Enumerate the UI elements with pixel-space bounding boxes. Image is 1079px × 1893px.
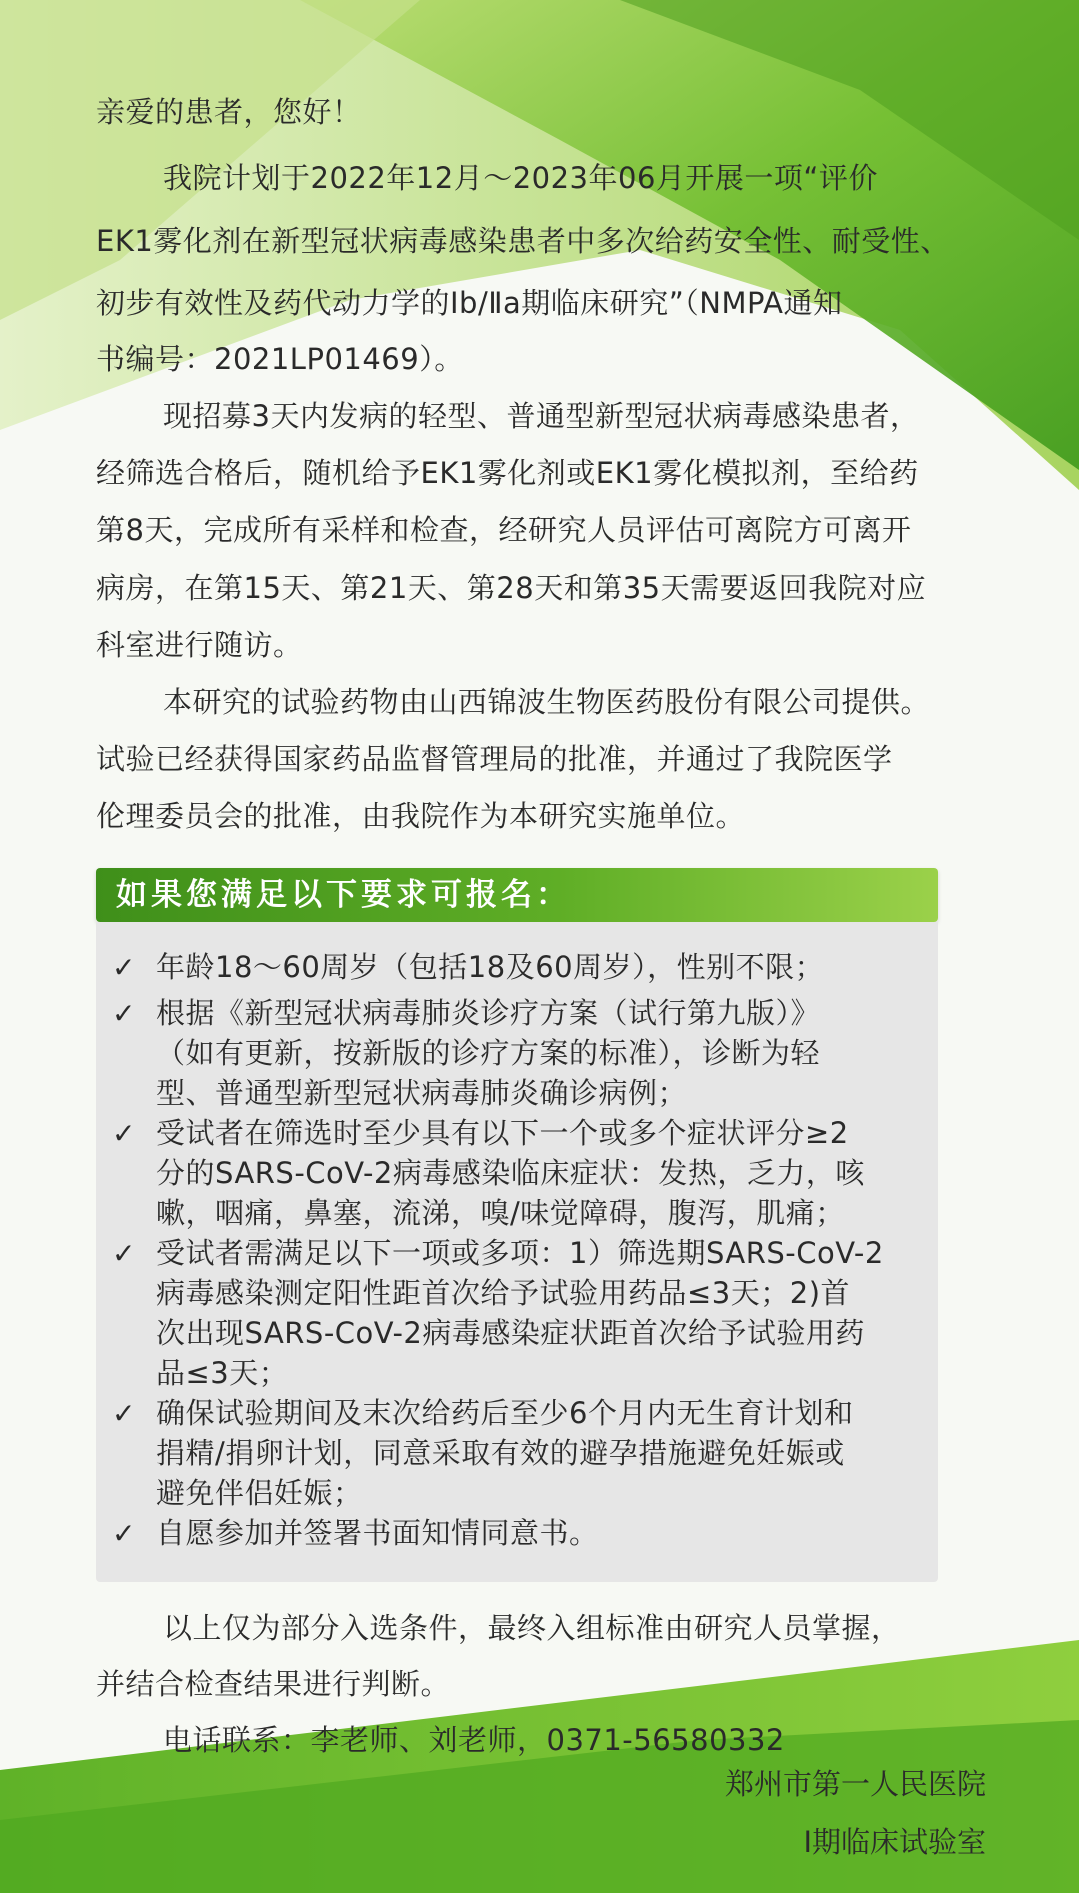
department-name: I期临床试验室 [803, 1825, 986, 1859]
criteria-line: 受试者在筛选时至少具有以下一个或多个症状评分≥2 [156, 1116, 849, 1150]
criteria-line: 捐精/捐卵计划，同意采取有效的避孕措施避免妊娠或 [156, 1436, 845, 1470]
requirements-heading-banner [96, 868, 938, 922]
checkmark-icon: ✓ [112, 1117, 136, 1150]
greeting: 亲爱的患者，您好！ [96, 95, 362, 129]
criteria-line: 次出现SARS-CoV-2病毒感染症状距首次给予试验用药 [156, 1316, 865, 1350]
requirements-heading: 如果您满足以下要求可报名： [116, 877, 571, 913]
criteria-line: 自愿参加并签署书面知情同意书。 [156, 1516, 599, 1550]
text-line: 书编号：2021LP01469）。 [96, 342, 464, 376]
checkmark-icon: ✓ [112, 1517, 136, 1550]
text-line: 现招募3天内发病的轻型、普通型新型冠状病毒感染患者， [163, 399, 920, 433]
criteria-line: （如有更新，按新版的诊疗方案的标准），诊断为轻 [156, 1036, 821, 1070]
text-line: EK1雾化剂在新型冠状病毒感染患者中多次给药安全性、耐受性、 [96, 224, 950, 258]
criteria-line: 受试者需满足以下一项或多项：1）筛选期SARS-CoV-2 [156, 1236, 884, 1270]
criteria-line: 根据《新型冠状病毒肺炎诊疗方案（试行第九版）》 [156, 996, 821, 1030]
text-line: 以上仅为部分入选条件，最终入组标准由研究人员掌握， [163, 1611, 901, 1645]
criteria-line: 型、普通型新型冠状病毒肺炎确诊病例； [156, 1076, 688, 1110]
criteria-line: 病毒感染测定阳性距首次给予试验用药品≤3天；2)首 [156, 1276, 851, 1310]
text-line: 经筛选合格后，随机给予EK1雾化剂或EK1雾化模拟剂，至给药 [96, 456, 919, 490]
text-line: 并结合检查结果进行判断。 [96, 1667, 451, 1701]
text-line: 科室进行随访。 [96, 628, 303, 662]
text-line: 第8天，完成所有采样和检查，经研究人员评估可离院方可离开 [96, 513, 912, 547]
text-line: 初步有效性及药代动力学的Ⅰb/Ⅱa期临床研究”（NMPA通知 [96, 286, 843, 320]
hospital-name: 郑州市第一人民医院 [724, 1767, 986, 1801]
text-line: 试验已经获得国家药品监督管理局的批准，并通过了我院医学 [96, 742, 893, 776]
checkmark-icon: ✓ [112, 1397, 136, 1430]
checkmark-icon: ✓ [112, 997, 136, 1030]
checkmark-icon: ✓ [112, 1237, 136, 1270]
criteria-line: 年龄18～60周岁（包括18及60周岁），性别不限； [156, 950, 825, 984]
text-line: 我院计划于2022年12月～2023年06月开展一项“评价 [163, 161, 878, 195]
criteria-line: 避免伴侣妊娠； [156, 1476, 363, 1510]
criteria-line: 确保试验期间及末次给药后至少6个月内无生育计划和 [156, 1396, 854, 1430]
checkmark-icon: ✓ [112, 951, 136, 984]
text-line: 病房，在第15天、第21天、第28天和第35天需要返回我院对应 [96, 571, 927, 605]
criteria-line: 品≤3天； [156, 1356, 289, 1390]
requirements-panel [96, 922, 938, 1582]
criteria-line: 嗽，咽痛，鼻塞，流涕，嗅/味觉障碍，腹泻，肌痛； [156, 1196, 845, 1230]
text-line: 伦理委员会的批准，由我院作为本研究实施单位。 [96, 799, 746, 833]
criteria-line: 分的SARS-CoV-2病毒感染临床症状：发热，乏力，咳 [156, 1156, 865, 1190]
contact-line: 电话联系：李老师、刘老师，0371-56580332 [163, 1723, 785, 1757]
text-line: 本研究的试验药物由山西锦波生物医药股份有限公司提供。 [163, 685, 931, 719]
